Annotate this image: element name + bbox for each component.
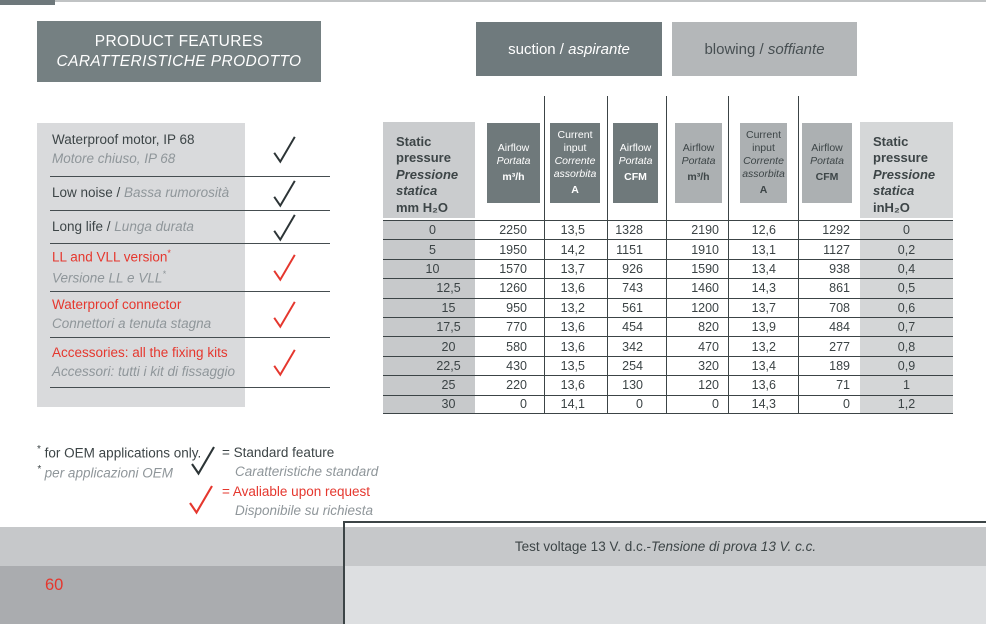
table-body xyxy=(383,220,953,414)
table-cell: 1590 xyxy=(691,261,719,276)
table-row xyxy=(383,395,953,414)
table-cell: 189 xyxy=(829,358,850,373)
feature-label: Waterproof motor, IP 68 Motore chiuso, IP 68 xyxy=(52,131,195,166)
product-features-title-en: PRODUCT FEATURES xyxy=(94,33,264,51)
table-cell: 14,3 xyxy=(751,397,776,412)
table-row xyxy=(383,259,953,278)
table-cell: 14,3 xyxy=(751,281,776,296)
table-cell: 12,6 xyxy=(751,223,776,238)
table-cell: 1 xyxy=(860,376,953,394)
table-cell: 254 xyxy=(622,358,643,373)
tab-suction[interactable] xyxy=(476,22,662,76)
table-cell: 13,6 xyxy=(560,320,585,335)
table-cell: 13,6 xyxy=(560,281,585,296)
tab-blowing[interactable] xyxy=(672,22,857,76)
header-airflow-cfm-blowing: Airflow Portata CFM xyxy=(802,123,852,203)
table-cell: 1460 xyxy=(691,281,719,296)
feature-row xyxy=(50,123,330,177)
table-cell: 1,2 xyxy=(860,396,953,413)
table-cell: 1292 xyxy=(822,223,850,238)
check-red-icon xyxy=(254,292,314,337)
test-voltage-note xyxy=(345,527,986,566)
table-cell: 1910 xyxy=(691,242,719,257)
table-cell: 10 xyxy=(383,260,475,278)
table-cell: 17,5 xyxy=(383,318,475,336)
table-cell: 1127 xyxy=(823,242,850,257)
table-cell: 13,5 xyxy=(560,358,585,373)
feature-row xyxy=(50,177,330,211)
header-current-blowing: Current input Corrente assorbita A xyxy=(740,123,787,203)
legend-standard xyxy=(222,444,378,482)
table-cell: 2250 xyxy=(499,223,527,238)
column-divider xyxy=(798,96,799,414)
table-cell: 13,9 xyxy=(751,320,776,335)
table-cell: 454 xyxy=(622,320,643,335)
page-number: 60 xyxy=(45,576,64,594)
table-cell: 938 xyxy=(829,261,850,276)
table-cell: 1328 xyxy=(615,223,643,238)
column-divider xyxy=(544,96,545,414)
check-black-icon xyxy=(190,445,216,476)
table-row xyxy=(383,317,953,336)
table-cell: 13,6 xyxy=(560,339,585,354)
table-row xyxy=(383,278,953,297)
check-black-icon xyxy=(254,123,314,176)
feature-label: Long life / Lunga durata xyxy=(52,218,194,234)
table-cell: 13,2 xyxy=(751,339,776,354)
table-cell: 0,8 xyxy=(860,337,953,355)
table-cell: 580 xyxy=(506,339,527,354)
table-cell: 15 xyxy=(383,299,475,317)
table-cell: 342 xyxy=(622,339,643,354)
oem-note xyxy=(37,443,201,483)
table-cell: 0,2 xyxy=(860,240,953,258)
test-voltage-it: Tensione di prova 13 V. c.c. xyxy=(650,539,817,554)
tab-suction-label-en: suction xyxy=(508,40,556,58)
table-cell: 0,5 xyxy=(860,279,953,297)
table-cell: 0 xyxy=(520,397,527,412)
table-cell: 484 xyxy=(829,320,850,335)
asterisk: * xyxy=(37,464,41,476)
feature-row xyxy=(50,244,330,292)
table-row xyxy=(383,356,953,375)
test-voltage-en: Test voltage 13 V. d.c. xyxy=(514,539,647,554)
feature-label: Accessories: all the fixing kits Accessori: tutti i kit di fissaggio xyxy=(52,344,236,379)
table-cell: 20 xyxy=(383,337,475,355)
legend-standard-en: = Standard feature xyxy=(222,445,335,460)
feature-label: Waterproof connector Connettori a tenuta stagna xyxy=(52,296,212,331)
feature-label: Low noise / Bassa rumorosità xyxy=(52,185,230,201)
table-row xyxy=(383,336,953,355)
oem-note-it: * per applicazioni OEM xyxy=(37,464,173,481)
table-cell: 743 xyxy=(622,281,643,296)
column-divider xyxy=(607,96,608,414)
legend-standard-it: Caratteristiche standard xyxy=(235,463,379,479)
table-cell: 470 xyxy=(698,339,719,354)
column-divider xyxy=(666,96,667,414)
column-divider xyxy=(728,96,729,414)
oem-note-en: * for OEM applications only. xyxy=(37,444,202,461)
feature-row xyxy=(50,338,330,388)
top-rule xyxy=(0,0,986,2)
table-cell: 2190 xyxy=(691,223,719,238)
feature-label: LL and VLL version* Versione LL e VLL* xyxy=(52,248,171,285)
table-cell: 708 xyxy=(829,300,850,315)
feature-row xyxy=(50,211,330,244)
table-cell: 14,2 xyxy=(560,242,585,257)
table-cell: 1260 xyxy=(499,281,527,296)
check-red-icon xyxy=(188,484,214,515)
table-cell: 0 xyxy=(383,221,475,239)
top-corner-mark xyxy=(0,0,55,5)
table-cell: 13,5 xyxy=(560,223,585,238)
table-cell: 861 xyxy=(829,281,850,296)
table-cell: 13,6 xyxy=(560,378,585,393)
table-cell: 130 xyxy=(622,378,643,393)
tab-blowing-label-en: blowing xyxy=(704,40,756,58)
data-table xyxy=(383,96,953,414)
table-cell: 13,7 xyxy=(560,261,585,276)
table-cell: 13,2 xyxy=(560,300,585,315)
table-cell: 1950 xyxy=(499,242,527,257)
table-cell: 1200 xyxy=(691,300,719,315)
asterisk: * xyxy=(37,444,41,455)
check-black-icon xyxy=(254,211,314,243)
table-cell: 0 xyxy=(860,221,953,239)
table-cell: 220 xyxy=(506,378,527,393)
tab-suction-label-it: aspirante xyxy=(568,40,630,58)
table-cell: 320 xyxy=(698,358,719,373)
table-cell: 277 xyxy=(829,339,850,354)
table-cell: 13,1 xyxy=(751,242,776,257)
table-cell: 5 xyxy=(383,240,475,258)
table-cell: 950 xyxy=(506,300,527,315)
table-cell: 0 xyxy=(712,397,719,412)
table-cell: 430 xyxy=(506,358,527,373)
table-cell: 770 xyxy=(506,320,527,335)
table-row xyxy=(383,298,953,317)
table-cell: 0,9 xyxy=(860,357,953,375)
legend-request-en: = Avaliable upon request xyxy=(222,484,370,499)
table-row xyxy=(383,220,953,239)
product-features-title-it: CARATTERISTICHE PRODOTTO xyxy=(56,52,302,70)
table-cell: 13,7 xyxy=(751,300,776,315)
header-static-pressure-mm: Static pressure Pressione statica mm H₂O xyxy=(383,122,475,218)
footer-rule-horizontal xyxy=(343,521,986,523)
table-cell: 71 xyxy=(836,378,850,393)
table-cell: 0 xyxy=(843,397,850,412)
table-cell: 0 xyxy=(636,397,643,412)
table-cell: 13,4 xyxy=(751,358,776,373)
table-cell: 12,5 xyxy=(383,279,475,297)
table-cell: 25 xyxy=(383,376,475,394)
table-cell: 0,6 xyxy=(860,299,953,317)
legend-request-it: Disponibile su richiesta xyxy=(235,502,374,518)
tab-blowing-label-it: soffiante xyxy=(767,40,825,58)
table-cell: 561 xyxy=(622,300,643,315)
table-cell: 22,5 xyxy=(383,357,475,375)
table-cell: 120 xyxy=(698,378,719,393)
table-cell: 13,6 xyxy=(751,378,776,393)
test-voltage-separator: - xyxy=(646,539,651,554)
feature-row xyxy=(50,292,330,338)
table-cell: 1570 xyxy=(499,261,527,276)
features-list xyxy=(50,123,330,388)
table-cell: 820 xyxy=(698,320,719,335)
footer-right-band xyxy=(345,566,986,624)
table-cell: 1151 xyxy=(616,242,643,257)
table-cell: 14,1 xyxy=(560,397,585,412)
header-airflow-m3h-blowing: Airflow Portata m³/h xyxy=(675,123,722,203)
legend-request xyxy=(222,483,373,521)
header-current-suction: Current input Corrente assorbita A xyxy=(550,123,600,203)
table-cell: 926 xyxy=(622,261,643,276)
check-black-icon xyxy=(254,177,314,210)
check-red-icon xyxy=(254,338,314,387)
footer-left-band xyxy=(0,566,343,624)
tab-separator: / xyxy=(555,40,569,58)
tab-separator: / xyxy=(755,40,768,58)
table-cell: 30 xyxy=(383,396,475,413)
table-row xyxy=(383,239,953,258)
table-cell: 0,4 xyxy=(860,260,953,278)
header-static-pressure-in: Static pressure Pressione statica inH₂O xyxy=(860,122,953,218)
table-row xyxy=(383,375,953,394)
check-red-icon xyxy=(254,244,314,291)
header-airflow-cfm-suction: Airflow Portata CFM xyxy=(613,123,658,203)
header-airflow-m3h-suction: Airflow Portata m³/h xyxy=(487,123,540,203)
table-cell: 13,4 xyxy=(751,261,776,276)
product-features-header xyxy=(37,21,321,82)
table-cell: 0,7 xyxy=(860,318,953,336)
